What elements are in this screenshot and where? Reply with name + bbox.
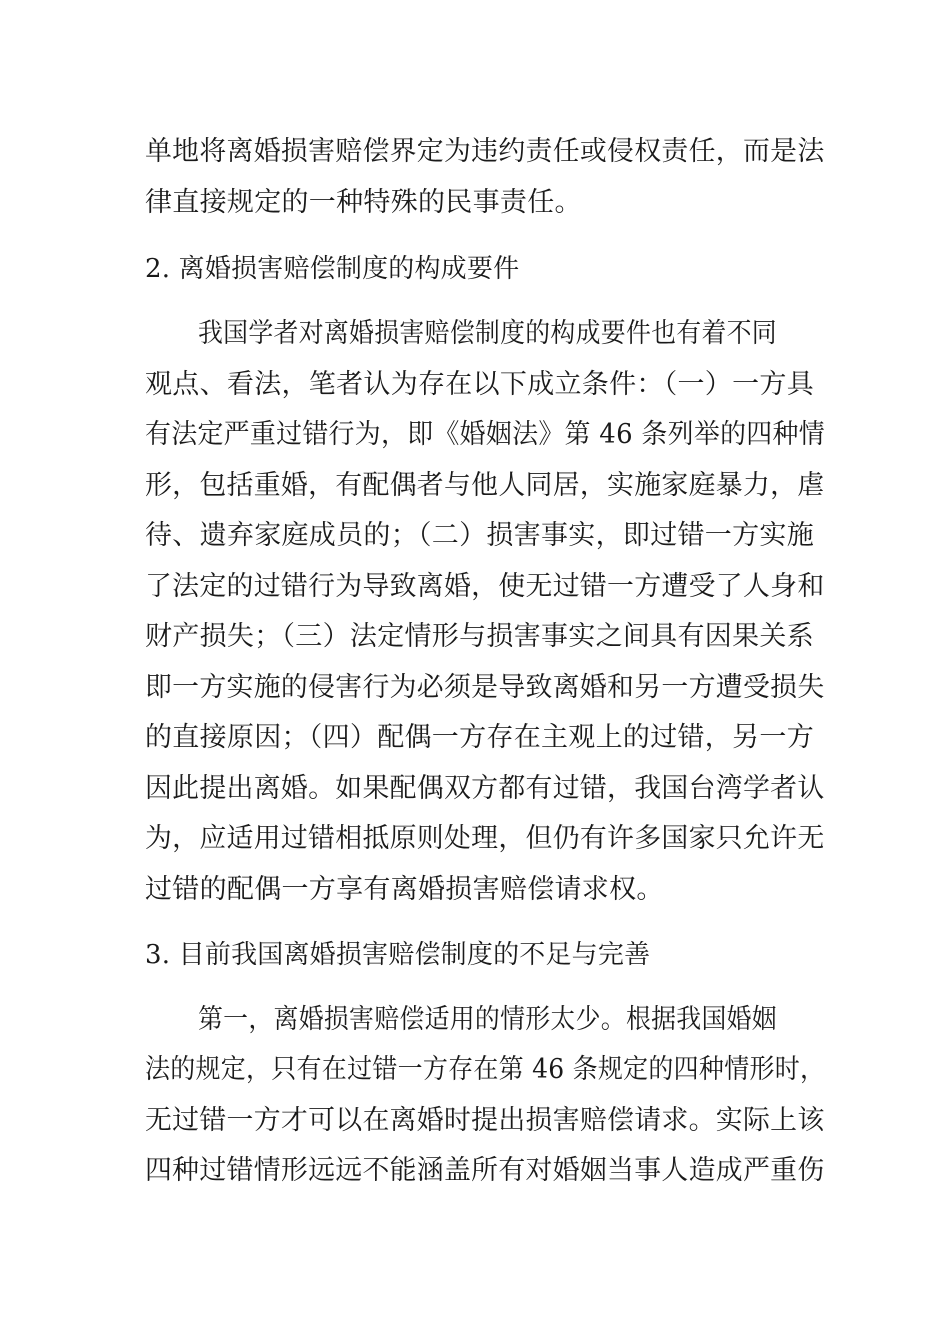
section-heading-2: 2. 离婚损害赔偿制度的构成要件 xyxy=(145,254,520,284)
paragraph-line: 即一方实施的侵害行为必须是导致离婚和另一方遭受损失 xyxy=(145,672,825,703)
paragraph-line: 四种过错情形远远不能涵盖所有对婚姻当事人造成严重伤 xyxy=(145,1155,825,1186)
paragraph-line: 有法定严重过错行为，即《婚姻法》第 46 条列举的四种情 xyxy=(145,419,825,450)
paragraph-line: 我国学者对离婚损害赔偿制度的构成要件也有着不同 xyxy=(198,318,777,349)
paragraph-line: 了法定的过错行为导致离婚，使无过错一方遭受了人身和 xyxy=(145,571,825,602)
paragraph-line: 形，包括重婚，有配偶者与他人同居，实施家庭暴力，虐 xyxy=(145,470,825,501)
paragraph-line: 待、遗弃家庭成员的；（二）损害事实，即过错一方实施 xyxy=(145,520,814,551)
paragraph-line: 法的规定，只有在过错一方存在第 46 条规定的四种情形时， xyxy=(145,1054,826,1085)
paragraph-line: 第一，离婚损害赔偿适用的情形太少。根据我国婚姻 xyxy=(198,1004,777,1035)
paragraph-line: 过错的配偶一方享有离婚损害赔偿请求权。 xyxy=(145,874,664,905)
paragraph-line: 无过错一方才可以在离婚时提出损害赔偿请求。实际上该 xyxy=(145,1105,825,1136)
paragraph-line: 单地将离婚损害赔偿界定为违约责任或侵权责任，而是法 xyxy=(145,136,825,167)
paragraph-line: 律直接规定的一种特殊的民事责任。 xyxy=(145,187,582,218)
paragraph-line: 的直接原因；（四）配偶一方存在主观上的过错，另一方 xyxy=(145,722,814,753)
paragraph-line: 因此提出离婚。如果配偶双方都有过错，我国台湾学者认 xyxy=(145,773,825,804)
paragraph-line: 财产损失；（三）法定情形与损害事实之间具有因果关系 xyxy=(145,621,814,652)
paragraph-line: 观点、看法，笔者认为存在以下成立条件：（一）一方具 xyxy=(145,369,814,400)
section-heading-3: 3. 目前我国离婚损害赔偿制度的不足与完善 xyxy=(145,940,651,970)
paragraph-line: 为，应适用过错相抵原则处理，但仍有许多国家只允许无 xyxy=(145,823,825,854)
